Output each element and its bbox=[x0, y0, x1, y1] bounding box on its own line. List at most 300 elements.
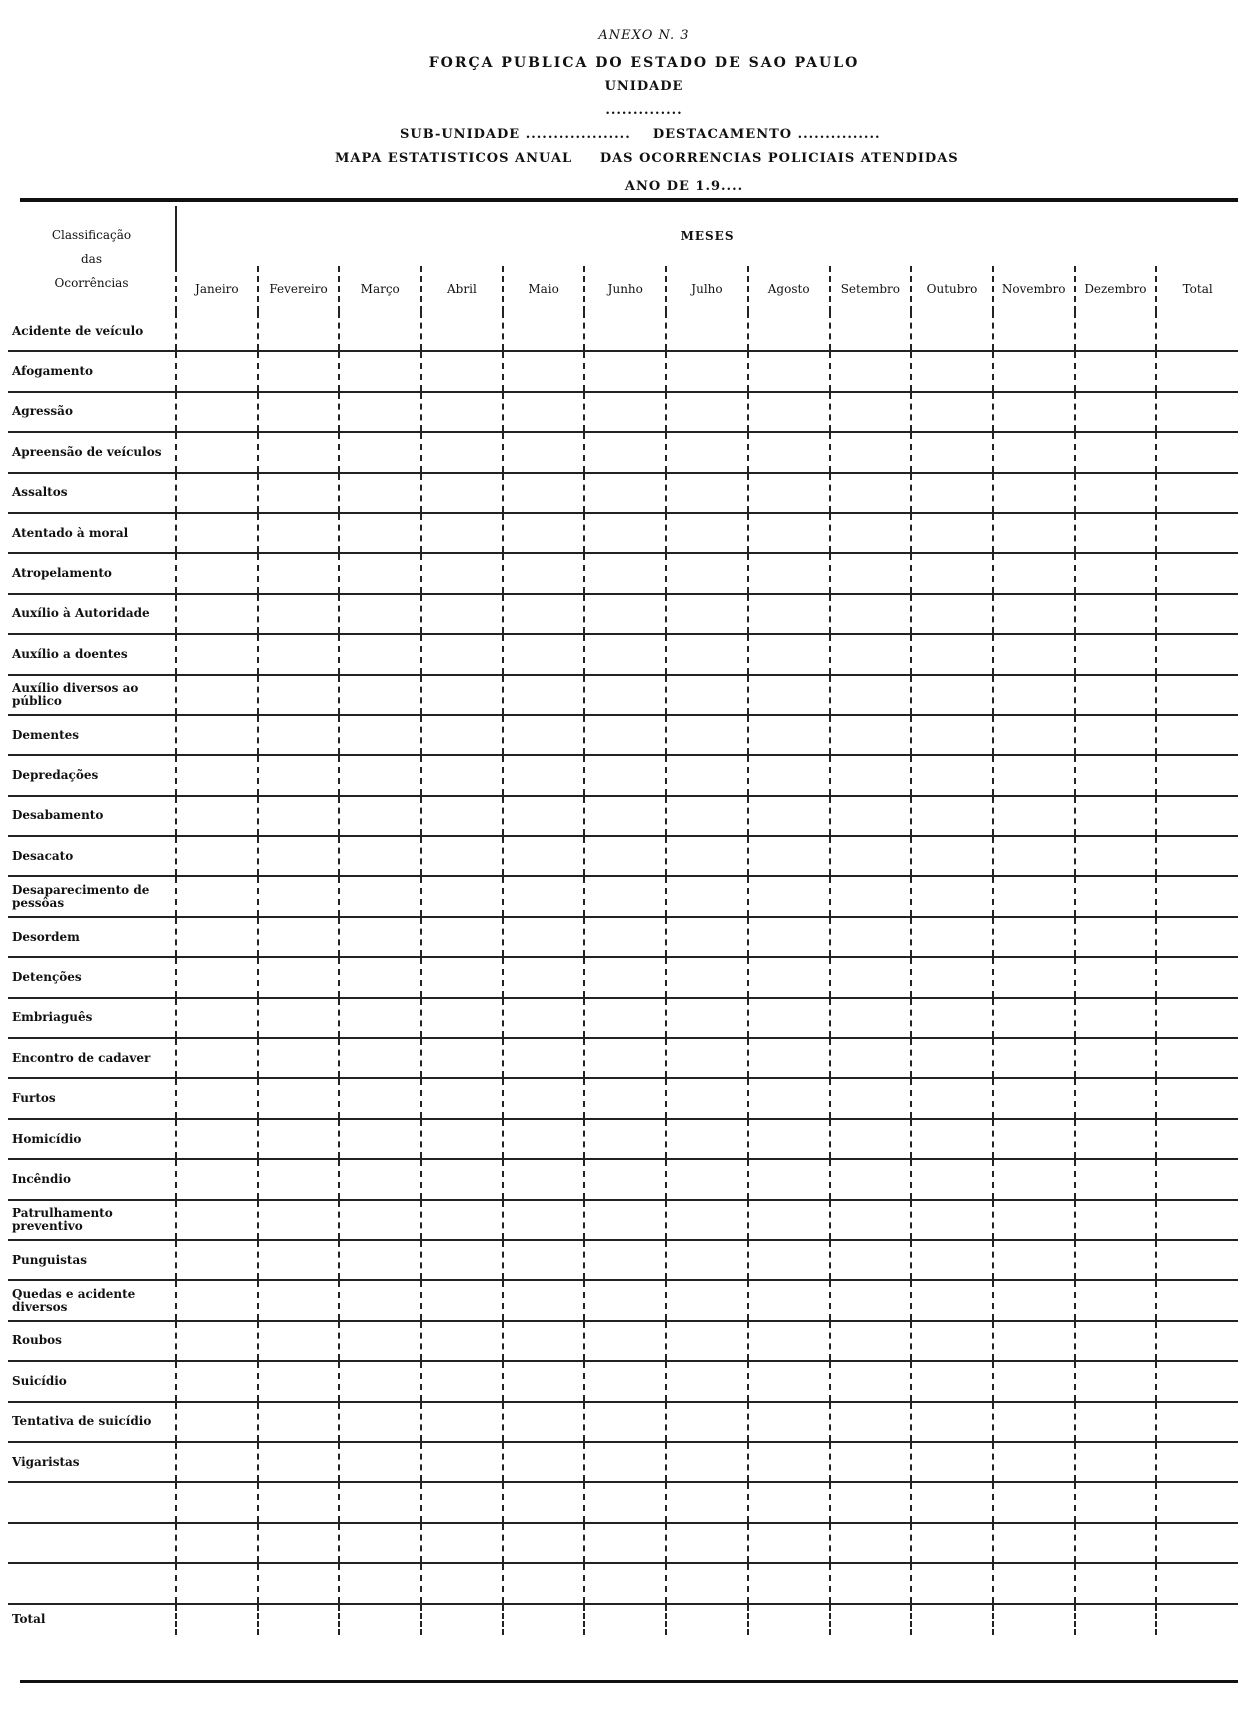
entry-cell[interactable] bbox=[421, 876, 503, 916]
entry-cell[interactable] bbox=[993, 392, 1075, 432]
entry-cell[interactable] bbox=[1156, 432, 1238, 472]
entry-cell[interactable] bbox=[748, 917, 830, 957]
entry-cell[interactable] bbox=[1075, 876, 1157, 916]
entry-cell[interactable] bbox=[666, 1038, 748, 1078]
entry-cell[interactable] bbox=[1075, 1240, 1157, 1280]
entry-cell[interactable] bbox=[339, 1280, 421, 1320]
entry-cell[interactable] bbox=[584, 998, 666, 1038]
entry-cell[interactable] bbox=[993, 1200, 1075, 1240]
entry-cell[interactable] bbox=[1156, 1361, 1238, 1401]
total-cell[interactable] bbox=[666, 1604, 748, 1635]
entry-cell[interactable] bbox=[911, 634, 993, 674]
total-cell[interactable] bbox=[421, 1604, 503, 1635]
entry-cell[interactable] bbox=[993, 755, 1075, 795]
entry-cell[interactable] bbox=[339, 473, 421, 513]
entry-cell[interactable] bbox=[421, 432, 503, 472]
entry-cell[interactable] bbox=[258, 917, 340, 957]
entry-cell[interactable] bbox=[584, 1563, 666, 1603]
entry-cell[interactable] bbox=[1156, 796, 1238, 836]
entry-cell[interactable] bbox=[339, 1200, 421, 1240]
entry-cell[interactable] bbox=[911, 957, 993, 997]
entry-cell[interactable] bbox=[339, 1442, 421, 1482]
entry-cell[interactable] bbox=[911, 1482, 993, 1522]
entry-cell[interactable] bbox=[830, 1038, 912, 1078]
entry-cell[interactable] bbox=[830, 392, 912, 432]
entry-cell[interactable] bbox=[176, 432, 258, 472]
entry-cell[interactable] bbox=[421, 1321, 503, 1361]
entry-cell[interactable] bbox=[911, 1442, 993, 1482]
entry-cell[interactable] bbox=[584, 1321, 666, 1361]
entry-cell[interactable] bbox=[911, 1200, 993, 1240]
entry-cell[interactable] bbox=[911, 715, 993, 755]
entry-cell[interactable] bbox=[993, 1321, 1075, 1361]
entry-cell[interactable] bbox=[911, 1523, 993, 1563]
entry-cell[interactable] bbox=[176, 1280, 258, 1320]
entry-cell[interactable] bbox=[748, 1200, 830, 1240]
entry-cell[interactable] bbox=[503, 715, 585, 755]
entry-cell[interactable] bbox=[830, 1482, 912, 1522]
entry-cell[interactable] bbox=[176, 1200, 258, 1240]
entry-cell[interactable] bbox=[584, 432, 666, 472]
entry-cell[interactable] bbox=[503, 998, 585, 1038]
entry-cell[interactable] bbox=[503, 917, 585, 957]
entry-cell[interactable] bbox=[176, 836, 258, 876]
entry-cell[interactable] bbox=[421, 715, 503, 755]
entry-cell[interactable] bbox=[339, 513, 421, 553]
entry-cell[interactable] bbox=[911, 796, 993, 836]
entry-cell[interactable] bbox=[584, 1280, 666, 1320]
entry-cell[interactable] bbox=[911, 513, 993, 553]
entry-cell[interactable] bbox=[258, 473, 340, 513]
entry-cell[interactable] bbox=[993, 1078, 1075, 1118]
entry-cell[interactable] bbox=[421, 351, 503, 391]
entry-cell[interactable] bbox=[503, 392, 585, 432]
entry-cell[interactable] bbox=[911, 1402, 993, 1442]
entry-cell[interactable] bbox=[666, 1563, 748, 1603]
year-field[interactable]: ANO DE 1.9.... bbox=[624, 179, 744, 194]
entry-cell[interactable] bbox=[584, 1402, 666, 1442]
entry-cell[interactable] bbox=[421, 1482, 503, 1522]
entry-cell[interactable] bbox=[911, 675, 993, 715]
entry-cell[interactable] bbox=[666, 432, 748, 472]
entry-cell[interactable] bbox=[584, 392, 666, 432]
entry-cell[interactable] bbox=[1075, 351, 1157, 391]
entry-cell[interactable] bbox=[1075, 1361, 1157, 1401]
entry-cell[interactable] bbox=[830, 917, 912, 957]
entry-cell[interactable] bbox=[503, 1119, 585, 1159]
entry-cell[interactable] bbox=[748, 432, 830, 472]
entry-cell[interactable] bbox=[1075, 1038, 1157, 1078]
entry-cell[interactable] bbox=[911, 998, 993, 1038]
entry-cell[interactable] bbox=[339, 1240, 421, 1280]
entry-cell[interactable] bbox=[503, 1402, 585, 1442]
entry-cell[interactable] bbox=[911, 553, 993, 593]
entry-cell[interactable] bbox=[1156, 513, 1238, 553]
entry-cell[interactable] bbox=[1156, 634, 1238, 674]
entry-cell[interactable] bbox=[339, 1321, 421, 1361]
entry-cell[interactable] bbox=[503, 351, 585, 391]
entry-cell[interactable] bbox=[421, 634, 503, 674]
entry-cell[interactable] bbox=[993, 473, 1075, 513]
entry-cell[interactable] bbox=[1156, 675, 1238, 715]
entry-cell[interactable] bbox=[1156, 351, 1238, 391]
entry-cell[interactable] bbox=[748, 755, 830, 795]
entry-cell[interactable] bbox=[1075, 1402, 1157, 1442]
entry-cell[interactable] bbox=[1156, 1119, 1238, 1159]
entry-cell[interactable] bbox=[911, 1321, 993, 1361]
total-cell[interactable] bbox=[339, 1604, 421, 1635]
entry-cell[interactable] bbox=[503, 1482, 585, 1522]
entry-cell[interactable] bbox=[339, 1038, 421, 1078]
total-cell[interactable] bbox=[503, 1604, 585, 1635]
entry-cell[interactable] bbox=[993, 1402, 1075, 1442]
entry-cell[interactable] bbox=[1156, 998, 1238, 1038]
entry-cell[interactable] bbox=[584, 917, 666, 957]
entry-cell[interactable] bbox=[830, 1361, 912, 1401]
entry-cell[interactable] bbox=[421, 1078, 503, 1118]
total-cell[interactable] bbox=[584, 1604, 666, 1635]
entry-cell[interactable] bbox=[1156, 957, 1238, 997]
entry-cell[interactable] bbox=[503, 1442, 585, 1482]
entry-cell[interactable] bbox=[421, 1200, 503, 1240]
entry-cell[interactable] bbox=[993, 634, 1075, 674]
entry-cell[interactable] bbox=[748, 634, 830, 674]
entry-cell[interactable] bbox=[421, 392, 503, 432]
entry-cell[interactable] bbox=[503, 755, 585, 795]
entry-cell[interactable] bbox=[1156, 1280, 1238, 1320]
entry-cell[interactable] bbox=[339, 796, 421, 836]
entry-cell[interactable] bbox=[1075, 1442, 1157, 1482]
entry-cell[interactable] bbox=[584, 957, 666, 997]
entry-cell[interactable] bbox=[1075, 998, 1157, 1038]
entry-cell[interactable] bbox=[666, 1523, 748, 1563]
entry-cell[interactable] bbox=[830, 1200, 912, 1240]
entry-cell[interactable] bbox=[339, 634, 421, 674]
entry-cell[interactable] bbox=[258, 1321, 340, 1361]
entry-cell[interactable] bbox=[1075, 715, 1157, 755]
entry-cell[interactable] bbox=[1075, 634, 1157, 674]
entry-cell[interactable] bbox=[1156, 1240, 1238, 1280]
entry-cell[interactable] bbox=[830, 998, 912, 1038]
entry-cell[interactable] bbox=[258, 715, 340, 755]
entry-cell[interactable] bbox=[339, 876, 421, 916]
entry-cell[interactable] bbox=[421, 957, 503, 997]
entry-cell[interactable] bbox=[421, 1240, 503, 1280]
entry-cell[interactable] bbox=[339, 957, 421, 997]
entry-cell[interactable] bbox=[748, 1240, 830, 1280]
entry-cell[interactable] bbox=[666, 1482, 748, 1522]
entry-cell[interactable] bbox=[748, 473, 830, 513]
entry-cell[interactable] bbox=[176, 1442, 258, 1482]
entry-cell[interactable] bbox=[1075, 513, 1157, 553]
entry-cell[interactable] bbox=[993, 312, 1075, 351]
entry-cell[interactable] bbox=[258, 1361, 340, 1401]
entry-cell[interactable] bbox=[748, 392, 830, 432]
entry-cell[interactable] bbox=[584, 1159, 666, 1199]
entry-cell[interactable] bbox=[666, 715, 748, 755]
entry-cell[interactable] bbox=[666, 351, 748, 391]
entry-cell[interactable] bbox=[176, 675, 258, 715]
entry-cell[interactable] bbox=[666, 1280, 748, 1320]
entry-cell[interactable] bbox=[584, 1361, 666, 1401]
entry-cell[interactable] bbox=[176, 1078, 258, 1118]
entry-cell[interactable] bbox=[258, 553, 340, 593]
entry-cell[interactable] bbox=[1156, 1523, 1238, 1563]
entry-cell[interactable] bbox=[1075, 755, 1157, 795]
entry-cell[interactable] bbox=[503, 312, 585, 351]
entry-cell[interactable] bbox=[830, 634, 912, 674]
entry-cell[interactable] bbox=[258, 1240, 340, 1280]
entry-cell[interactable] bbox=[421, 553, 503, 593]
entry-cell[interactable] bbox=[830, 1523, 912, 1563]
entry-cell[interactable] bbox=[258, 876, 340, 916]
entry-cell[interactable] bbox=[176, 513, 258, 553]
entry-cell[interactable] bbox=[993, 675, 1075, 715]
entry-cell[interactable] bbox=[748, 1159, 830, 1199]
entry-cell[interactable] bbox=[421, 1361, 503, 1401]
entry-cell[interactable] bbox=[666, 553, 748, 593]
subunit-field[interactable]: ................... bbox=[525, 127, 631, 142]
entry-cell[interactable] bbox=[830, 1159, 912, 1199]
entry-cell[interactable] bbox=[503, 675, 585, 715]
entry-cell[interactable] bbox=[911, 312, 993, 351]
entry-cell[interactable] bbox=[911, 876, 993, 916]
entry-cell[interactable] bbox=[911, 836, 993, 876]
entry-cell[interactable] bbox=[421, 675, 503, 715]
entry-cell[interactable] bbox=[176, 876, 258, 916]
entry-cell[interactable] bbox=[176, 998, 258, 1038]
entry-cell[interactable] bbox=[830, 1563, 912, 1603]
entry-cell[interactable] bbox=[584, 1240, 666, 1280]
entry-cell[interactable] bbox=[421, 998, 503, 1038]
entry-cell[interactable] bbox=[830, 594, 912, 634]
entry-cell[interactable] bbox=[339, 917, 421, 957]
entry-cell[interactable] bbox=[584, 796, 666, 836]
entry-cell[interactable] bbox=[993, 1442, 1075, 1482]
entry-cell[interactable] bbox=[503, 836, 585, 876]
unit-field[interactable]: .............. bbox=[605, 103, 683, 118]
entry-cell[interactable] bbox=[503, 634, 585, 674]
entry-cell[interactable] bbox=[258, 513, 340, 553]
entry-cell[interactable] bbox=[1075, 1119, 1157, 1159]
entry-cell[interactable] bbox=[176, 594, 258, 634]
entry-cell[interactable] bbox=[748, 836, 830, 876]
entry-cell[interactable] bbox=[993, 1482, 1075, 1522]
entry-cell[interactable] bbox=[666, 1119, 748, 1159]
entry-cell[interactable] bbox=[748, 998, 830, 1038]
entry-cell[interactable] bbox=[584, 1442, 666, 1482]
entry-cell[interactable] bbox=[830, 675, 912, 715]
entry-cell[interactable] bbox=[666, 836, 748, 876]
entry-cell[interactable] bbox=[421, 473, 503, 513]
entry-cell[interactable] bbox=[1156, 312, 1238, 351]
entry-cell[interactable] bbox=[258, 836, 340, 876]
entry-cell[interactable] bbox=[584, 755, 666, 795]
entry-cell[interactable] bbox=[1075, 392, 1157, 432]
entry-cell[interactable] bbox=[1156, 1159, 1238, 1199]
entry-cell[interactable] bbox=[666, 675, 748, 715]
entry-cell[interactable] bbox=[993, 1523, 1075, 1563]
entry-cell[interactable] bbox=[993, 836, 1075, 876]
entry-cell[interactable] bbox=[339, 1078, 421, 1118]
entry-cell[interactable] bbox=[911, 432, 993, 472]
entry-cell[interactable] bbox=[830, 755, 912, 795]
entry-cell[interactable] bbox=[830, 715, 912, 755]
entry-cell[interactable] bbox=[911, 1159, 993, 1199]
entry-cell[interactable] bbox=[830, 432, 912, 472]
entry-cell[interactable] bbox=[1075, 1200, 1157, 1240]
entry-cell[interactable] bbox=[666, 594, 748, 634]
detachment-field[interactable]: ............... bbox=[797, 127, 881, 142]
entry-cell[interactable] bbox=[339, 1361, 421, 1401]
entry-cell[interactable] bbox=[911, 1240, 993, 1280]
entry-cell[interactable] bbox=[503, 1523, 585, 1563]
entry-cell[interactable] bbox=[176, 715, 258, 755]
entry-cell[interactable] bbox=[421, 836, 503, 876]
entry-cell[interactable] bbox=[993, 513, 1075, 553]
entry-cell[interactable] bbox=[830, 836, 912, 876]
entry-cell[interactable] bbox=[748, 675, 830, 715]
entry-cell[interactable] bbox=[666, 1200, 748, 1240]
entry-cell[interactable] bbox=[503, 513, 585, 553]
entry-cell[interactable] bbox=[421, 1523, 503, 1563]
entry-cell[interactable] bbox=[993, 1038, 1075, 1078]
entry-cell[interactable] bbox=[584, 351, 666, 391]
entry-cell[interactable] bbox=[911, 594, 993, 634]
entry-cell[interactable] bbox=[584, 836, 666, 876]
entry-cell[interactable] bbox=[258, 755, 340, 795]
entry-cell[interactable] bbox=[584, 473, 666, 513]
entry-cell[interactable] bbox=[1075, 1159, 1157, 1199]
entry-cell[interactable] bbox=[258, 351, 340, 391]
entry-cell[interactable] bbox=[1156, 553, 1238, 593]
entry-cell[interactable] bbox=[421, 755, 503, 795]
entry-cell[interactable] bbox=[911, 473, 993, 513]
entry-cell[interactable] bbox=[503, 957, 585, 997]
entry-cell[interactable] bbox=[176, 392, 258, 432]
entry-cell[interactable] bbox=[748, 553, 830, 593]
entry-cell[interactable] bbox=[1075, 957, 1157, 997]
entry-cell[interactable] bbox=[421, 1038, 503, 1078]
entry-cell[interactable] bbox=[911, 1119, 993, 1159]
entry-cell[interactable] bbox=[993, 876, 1075, 916]
entry-cell[interactable] bbox=[176, 755, 258, 795]
entry-cell[interactable] bbox=[176, 351, 258, 391]
entry-cell[interactable] bbox=[339, 1482, 421, 1522]
entry-cell[interactable] bbox=[584, 513, 666, 553]
total-cell[interactable] bbox=[1156, 1604, 1238, 1635]
entry-cell[interactable] bbox=[258, 1078, 340, 1118]
entry-cell[interactable] bbox=[830, 312, 912, 351]
entry-cell[interactable] bbox=[993, 594, 1075, 634]
entry-cell[interactable] bbox=[339, 998, 421, 1038]
entry-cell[interactable] bbox=[258, 1280, 340, 1320]
entry-cell[interactable] bbox=[584, 312, 666, 351]
entry-cell[interactable] bbox=[339, 594, 421, 634]
entry-cell[interactable] bbox=[911, 351, 993, 391]
entry-cell[interactable] bbox=[258, 998, 340, 1038]
entry-cell[interactable] bbox=[748, 1563, 830, 1603]
entry-cell[interactable] bbox=[258, 312, 340, 351]
entry-cell[interactable] bbox=[258, 675, 340, 715]
total-cell[interactable] bbox=[830, 1604, 912, 1635]
entry-cell[interactable] bbox=[748, 1078, 830, 1118]
entry-cell[interactable] bbox=[1075, 675, 1157, 715]
entry-cell[interactable] bbox=[258, 1119, 340, 1159]
entry-cell[interactable] bbox=[176, 917, 258, 957]
entry-cell[interactable] bbox=[1075, 312, 1157, 351]
entry-cell[interactable] bbox=[666, 392, 748, 432]
entry-cell[interactable] bbox=[258, 957, 340, 997]
entry-cell[interactable] bbox=[748, 876, 830, 916]
entry-cell[interactable] bbox=[503, 432, 585, 472]
entry-cell[interactable] bbox=[911, 1038, 993, 1078]
entry-cell[interactable] bbox=[993, 1280, 1075, 1320]
entry-cell[interactable] bbox=[339, 1523, 421, 1563]
entry-cell[interactable] bbox=[339, 432, 421, 472]
entry-cell[interactable] bbox=[584, 1078, 666, 1118]
entry-cell[interactable] bbox=[666, 1240, 748, 1280]
entry-cell[interactable] bbox=[993, 715, 1075, 755]
entry-cell[interactable] bbox=[339, 312, 421, 351]
entry-cell[interactable] bbox=[911, 1563, 993, 1603]
entry-cell[interactable] bbox=[830, 1119, 912, 1159]
entry-cell[interactable] bbox=[421, 594, 503, 634]
entry-cell[interactable] bbox=[1075, 594, 1157, 634]
entry-cell[interactable] bbox=[748, 796, 830, 836]
entry-cell[interactable] bbox=[503, 1159, 585, 1199]
entry-cell[interactable] bbox=[1156, 1402, 1238, 1442]
entry-cell[interactable] bbox=[503, 796, 585, 836]
entry-cell[interactable] bbox=[1156, 876, 1238, 916]
entry-cell[interactable] bbox=[258, 594, 340, 634]
entry-cell[interactable] bbox=[993, 1240, 1075, 1280]
entry-cell[interactable] bbox=[1075, 1523, 1157, 1563]
entry-cell[interactable] bbox=[748, 1321, 830, 1361]
entry-cell[interactable] bbox=[666, 755, 748, 795]
entry-cell[interactable] bbox=[911, 392, 993, 432]
entry-cell[interactable] bbox=[258, 1563, 340, 1603]
entry-cell[interactable] bbox=[176, 473, 258, 513]
entry-cell[interactable] bbox=[666, 796, 748, 836]
entry-cell[interactable] bbox=[993, 796, 1075, 836]
entry-cell[interactable] bbox=[258, 1442, 340, 1482]
entry-cell[interactable] bbox=[584, 1523, 666, 1563]
entry-cell[interactable] bbox=[339, 392, 421, 432]
entry-cell[interactable] bbox=[911, 755, 993, 795]
entry-cell[interactable] bbox=[421, 1119, 503, 1159]
entry-cell[interactable] bbox=[748, 1280, 830, 1320]
entry-cell[interactable] bbox=[176, 553, 258, 593]
entry-cell[interactable] bbox=[176, 634, 258, 674]
entry-cell[interactable] bbox=[830, 1240, 912, 1280]
total-cell[interactable] bbox=[911, 1604, 993, 1635]
entry-cell[interactable] bbox=[339, 836, 421, 876]
entry-cell[interactable] bbox=[748, 594, 830, 634]
entry-cell[interactable] bbox=[258, 1402, 340, 1442]
entry-cell[interactable] bbox=[503, 1078, 585, 1118]
entry-cell[interactable] bbox=[993, 1159, 1075, 1199]
entry-cell[interactable] bbox=[258, 634, 340, 674]
entry-cell[interactable] bbox=[1156, 1078, 1238, 1118]
entry-cell[interactable] bbox=[1156, 1038, 1238, 1078]
entry-cell[interactable] bbox=[584, 675, 666, 715]
entry-cell[interactable] bbox=[421, 1159, 503, 1199]
entry-cell[interactable] bbox=[503, 1563, 585, 1603]
entry-cell[interactable] bbox=[1156, 1200, 1238, 1240]
entry-cell[interactable] bbox=[1156, 1442, 1238, 1482]
entry-cell[interactable] bbox=[339, 1563, 421, 1603]
